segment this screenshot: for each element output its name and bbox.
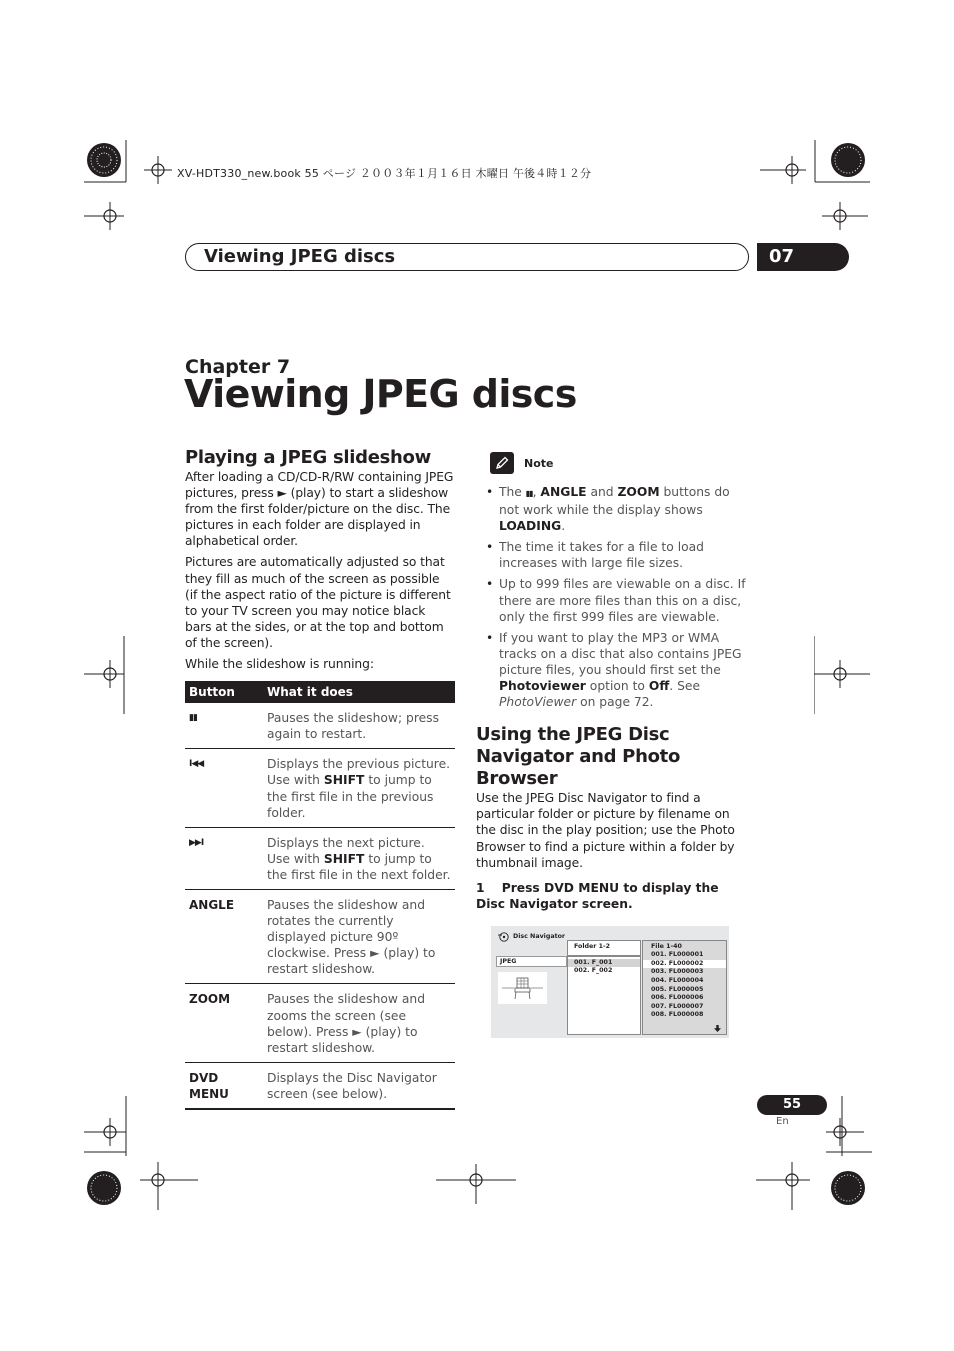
table-cell-desc: Displays the Disc Navigator screen (see below). xyxy=(263,1062,455,1109)
note-text: . xyxy=(561,519,566,534)
table-cell-desc: Pauses the slideshow and zooms the screen (see below). Press ► (play) to restart slideshow. xyxy=(263,984,455,1062)
chair-picture-icon xyxy=(498,972,547,1004)
note-label: Note xyxy=(524,456,554,470)
scroll-down-arrow-icon[interactable] xyxy=(714,1025,721,1032)
navigator-paragraph: Use the JPEG Disc Navigator to find a particular folder or picture by filename on the disc in the play position; use the Photo Browser to find a picture within a folder by thumbnail image. xyxy=(476,791,735,870)
desc-text: to jump to the first file in the next folder. xyxy=(267,851,451,882)
disc-icon xyxy=(498,932,510,942)
chapter-header-bar xyxy=(185,243,749,271)
zoom-label: ZOOM xyxy=(617,485,660,499)
note-text: , xyxy=(532,485,541,499)
registration-mark-bottom-center xyxy=(436,1160,516,1210)
registration-mark-mid-right xyxy=(814,636,874,714)
note-text: The xyxy=(499,485,526,499)
note-text: If you want to play the MP3 or WMA tracks on a disc that also contains JPEG picture files, you should first set the xyxy=(499,630,742,677)
table-row xyxy=(185,1062,455,1109)
photoviewer-reference: PhotoViewer xyxy=(499,695,577,710)
photoviewer-label: Photoviewer xyxy=(499,679,586,694)
right-column xyxy=(476,452,746,1038)
note-item xyxy=(486,484,746,534)
note-text: buttons do not work while the display shows xyxy=(499,485,730,518)
shift-key-label: SHIFT xyxy=(323,851,365,866)
slideshow-paragraph-1: After loading a CD/CD-R/RW containing JPEG pictures, press ► (play) to start a slideshow from the first folder/picture on the disc. The pictures in each folder are displayed in alphabetical order. xyxy=(185,470,454,549)
table-header-row xyxy=(185,681,455,703)
step-number: 1 xyxy=(476,880,485,895)
disc-navigator-title xyxy=(498,932,565,942)
list-item[interactable]: 002. F_002 xyxy=(574,967,613,975)
file-list[interactable] xyxy=(642,940,727,1035)
table-cell-desc xyxy=(263,749,455,827)
table-row xyxy=(185,984,455,1062)
registration-mark-mid-left xyxy=(84,636,144,714)
chapter-header-title: Viewing JPEG discs xyxy=(204,246,396,267)
note-text: on page 72. xyxy=(576,695,654,710)
button-function-table xyxy=(185,681,455,1110)
photo-thumbnail xyxy=(498,972,547,1004)
list-item[interactable]: 008. FL000008 xyxy=(651,1011,704,1019)
table-cell-button: DVD MENU xyxy=(185,1062,263,1109)
table-cell-button: ANGLE xyxy=(185,889,263,983)
chapter-title: Viewing JPEG discs xyxy=(184,372,577,416)
note-header xyxy=(490,452,746,474)
list-item[interactable]: 001. F_001 xyxy=(568,959,640,967)
registration-mark-bottom-left xyxy=(84,1096,204,1216)
note-text: option to xyxy=(585,679,649,694)
list-item[interactable]: 006. FL000006 xyxy=(651,994,704,1002)
table-cell-desc: Pauses the slideshow; press again to restart. xyxy=(263,703,455,749)
table-row xyxy=(185,749,455,827)
table-cell-button: ZOOM xyxy=(185,984,263,1062)
left-column xyxy=(185,447,455,1110)
list-item[interactable]: 001. FL000001 xyxy=(651,951,704,959)
chapter-label: Chapter 7 xyxy=(185,356,291,378)
table-row xyxy=(185,827,455,889)
list-item[interactable]: 003. FL000003 xyxy=(651,968,704,976)
slideshow-paragraph-2: Pictures are automatically adjusted so that they fill as much of the screen as possible (if the aspect ratio of the picture is different to your TV screen you may notice black bars at the sides, or at the top and bottom of the screen). xyxy=(185,555,451,650)
step-text: Press DVD MENU to display the Disc Navigator screen. xyxy=(476,880,719,911)
navigator-heading: Using the JPEG Disc Navigator and Photo Browser xyxy=(476,724,681,790)
pause-icon: ▮▮ xyxy=(185,703,263,749)
slideshow-heading: Playing a JPEG slideshow xyxy=(185,447,431,468)
category-jpeg: JPEG xyxy=(496,956,567,967)
pause-icon: ▮▮ xyxy=(525,489,533,498)
table-row xyxy=(185,889,455,983)
note-item: • Up to 999 files are viewable on a disc. If there are more files than this on a disc, only the first 999 files are viewable. xyxy=(486,576,746,624)
table-header-button: Button xyxy=(185,681,263,703)
desc-text: Displays the next picture. Use with xyxy=(267,835,425,866)
disc-navigator-title-text: Disc Navigator xyxy=(513,933,566,941)
note-text: . See xyxy=(669,679,701,694)
shift-key-label: SHIFT xyxy=(323,773,365,788)
file-list-header: File 1-40 xyxy=(651,942,682,950)
page-language: En xyxy=(776,1116,789,1127)
page-number: 55 xyxy=(757,1095,827,1115)
note-item xyxy=(486,630,746,710)
note-item: • The time it takes for a file to load increases with large file sizes. xyxy=(486,539,746,571)
registration-mark-top-left xyxy=(84,140,174,230)
loading-label: LOADING xyxy=(499,519,562,534)
skip-next-icon: ▶▶I xyxy=(185,827,263,889)
step-1 xyxy=(476,880,746,912)
note-text: and xyxy=(586,485,618,499)
table-header-function: What it does xyxy=(263,681,455,703)
table-row xyxy=(185,703,455,749)
table-cell-desc xyxy=(263,827,455,889)
chapter-number-tab: 07 xyxy=(757,243,849,271)
angle-label: ANGLE xyxy=(540,485,587,499)
list-item[interactable]: 005. FL000005 xyxy=(651,985,704,993)
off-label: Off xyxy=(648,679,670,694)
list-item[interactable]: 007. FL000007 xyxy=(651,1002,704,1010)
list-item[interactable]: 004. FL000004 xyxy=(651,977,704,985)
print-header: XV-HDT330_new.book 55 ページ ２００３年１月１６日 木曜日 午後４時１２分 xyxy=(177,167,592,180)
disc-navigator-screen xyxy=(491,926,729,1038)
folder-list-header: Folder 1-2 xyxy=(567,940,641,956)
skip-previous-icon: I◀◀ xyxy=(185,749,263,827)
registration-mark-top-right xyxy=(760,140,870,230)
table-cell-desc: Pauses the slideshow and rotates the currently displayed picture 90º clockwise. Press ► (play) to restart slideshow. xyxy=(263,889,455,983)
pencil-icon xyxy=(490,452,514,474)
desc-text: to jump to the first file in the previous folder. xyxy=(267,773,434,820)
list-item[interactable]: 002. FL000002 xyxy=(643,960,726,969)
note-list xyxy=(486,484,746,710)
desc-text: Displays the previous picture. Use with xyxy=(267,757,451,788)
folder-list[interactable] xyxy=(567,956,641,1035)
slideshow-paragraph-3: While the slideshow is running: xyxy=(185,657,374,672)
